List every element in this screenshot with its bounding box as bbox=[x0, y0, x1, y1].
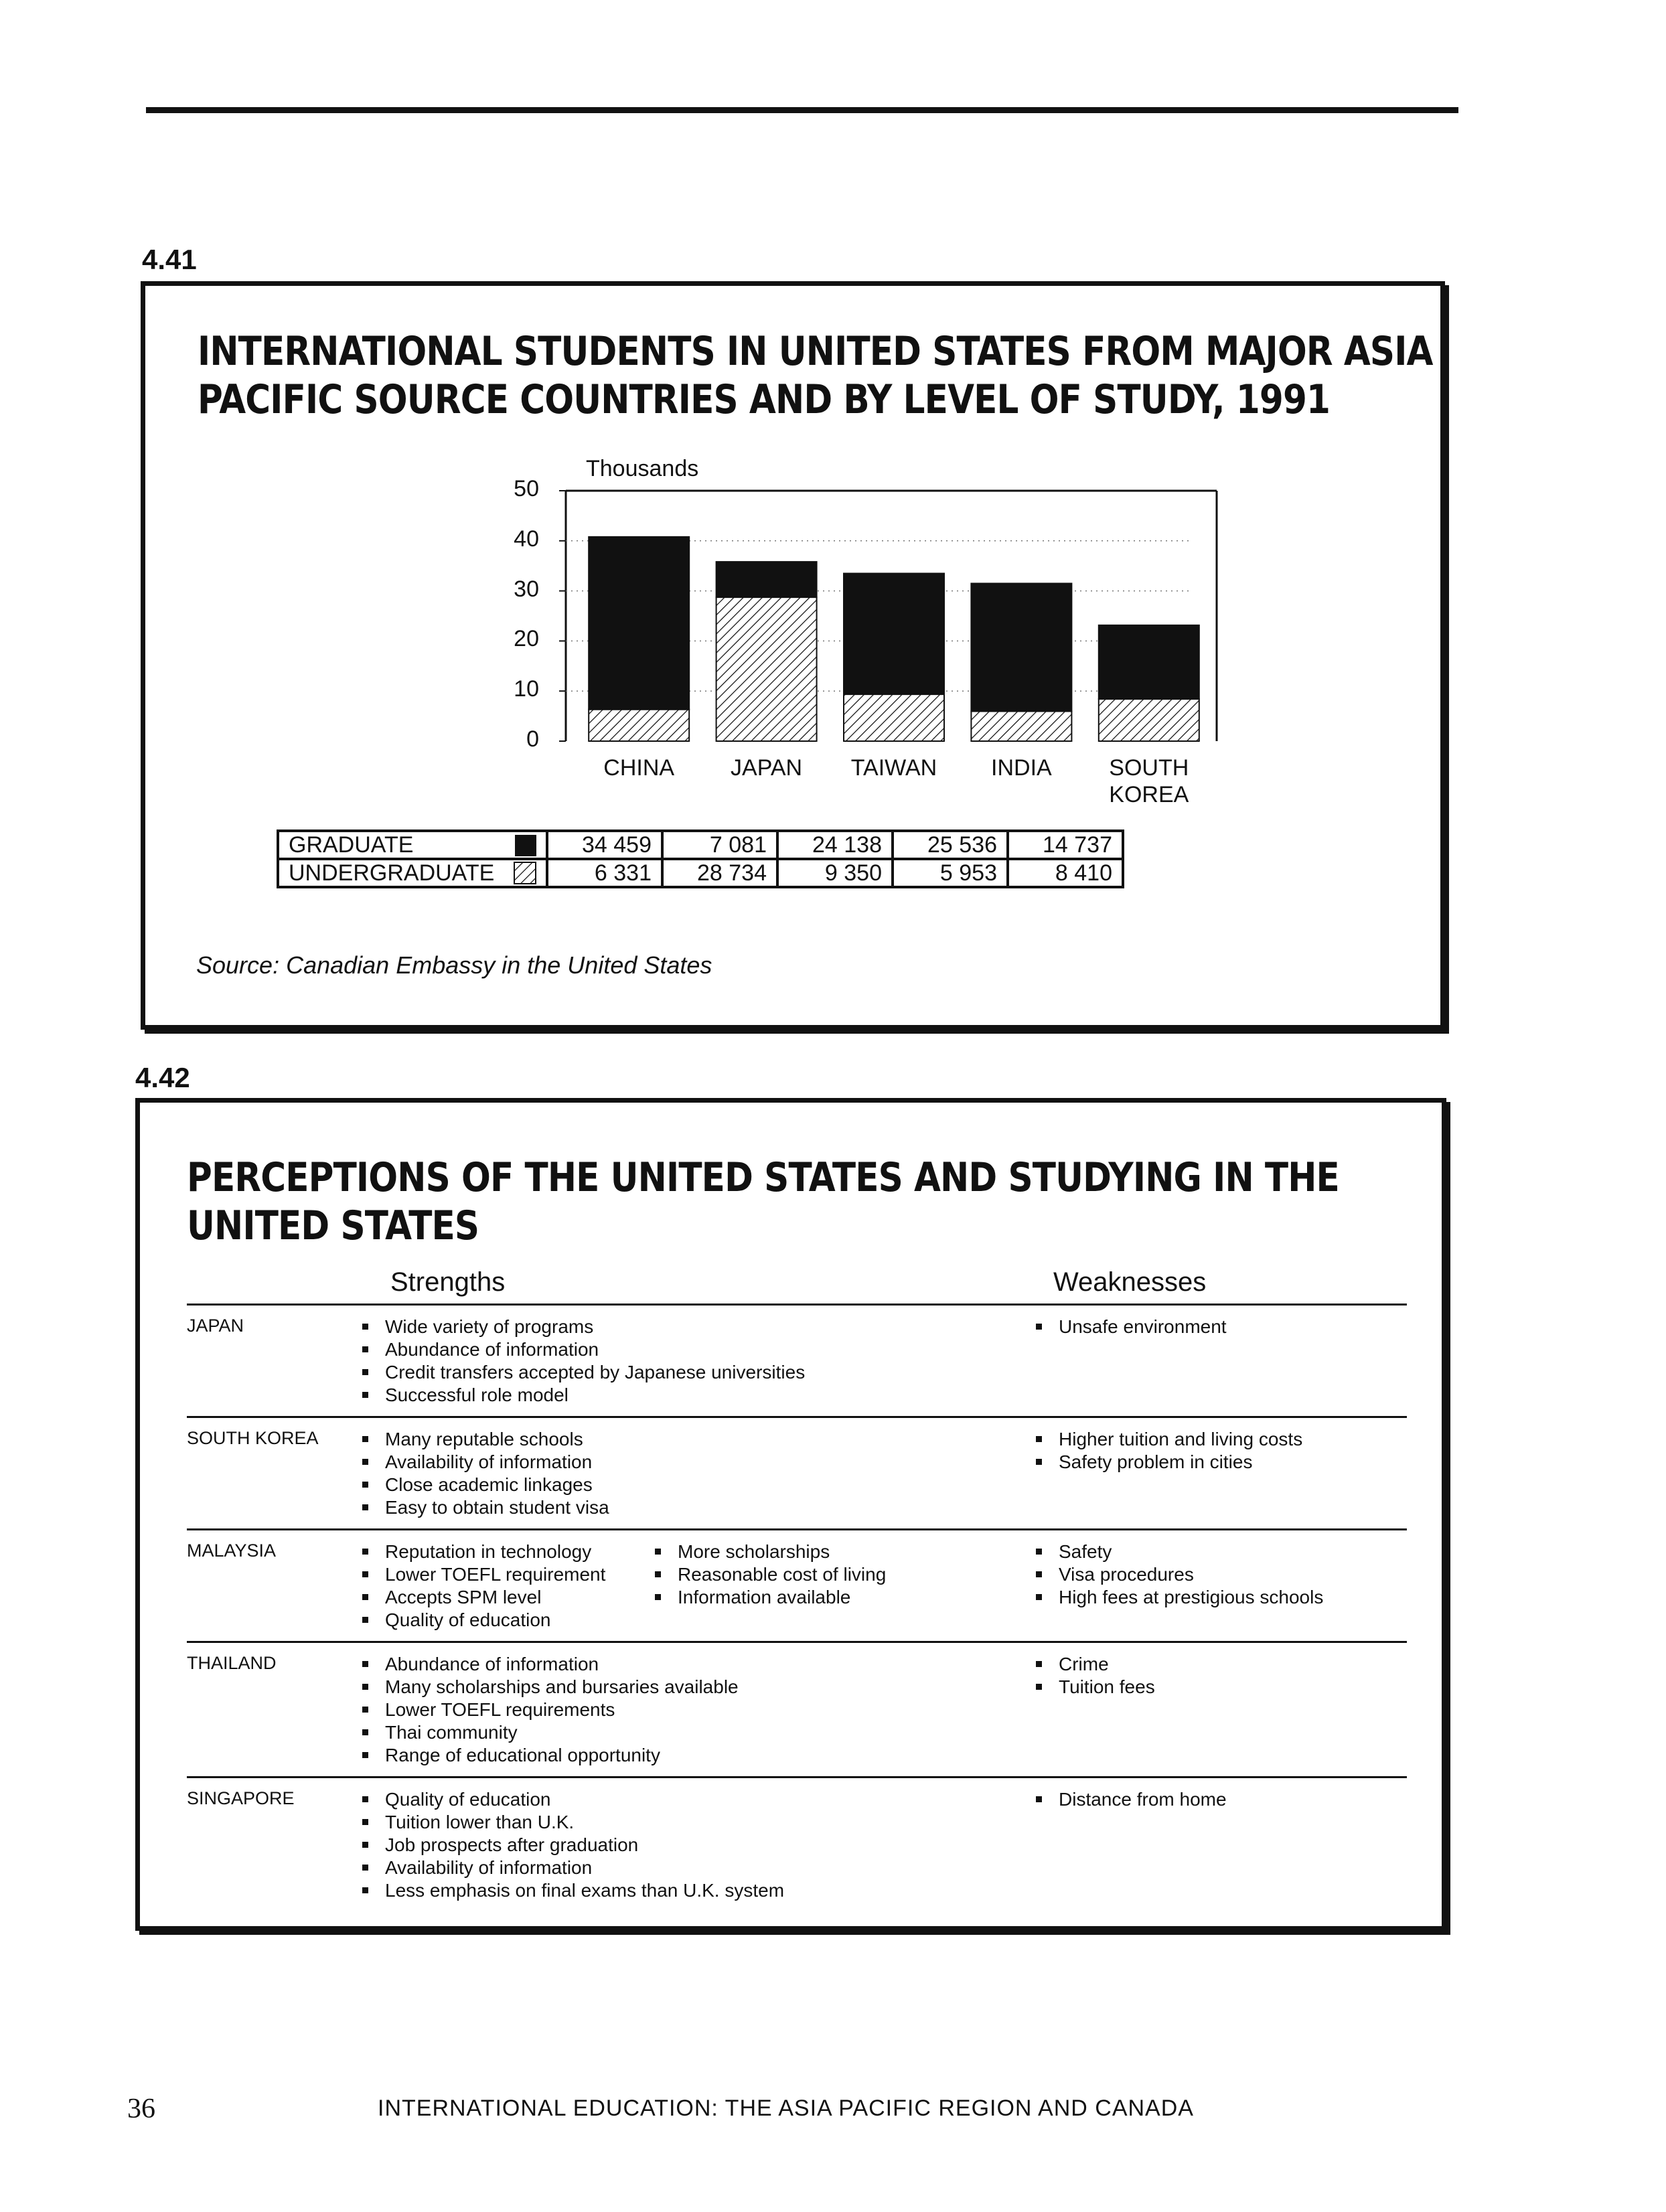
bar-graduate-taiwan bbox=[844, 574, 944, 695]
page-number: 36 bbox=[127, 2094, 155, 2124]
y-tick-label: 0 bbox=[526, 726, 539, 752]
y-tick-label: 50 bbox=[514, 476, 539, 501]
table-cell: 8 410 bbox=[1008, 859, 1123, 887]
row-divider bbox=[187, 1304, 1407, 1306]
country-label: SOUTH KOREA bbox=[187, 1428, 319, 1448]
legend-cell-undergraduate bbox=[278, 859, 547, 887]
country-label: THAILAND bbox=[187, 1653, 277, 1673]
list-item: Less emphasis on final exams than U.K. system bbox=[360, 1879, 784, 1902]
list-item: Visa procedures bbox=[1033, 1563, 1323, 1586]
list-item: High fees at prestigious schools bbox=[1033, 1586, 1323, 1609]
list-item: Credit transfers accepted by Japanese universities bbox=[360, 1361, 805, 1384]
table-cell: 6 331 bbox=[547, 859, 662, 887]
bar-undergraduate-taiwan bbox=[844, 694, 944, 741]
list-item: Safety problem in cities bbox=[1033, 1451, 1302, 1474]
y-axis-unit-label: Thousands bbox=[586, 456, 699, 481]
list-item: Higher tuition and living costs bbox=[1033, 1428, 1302, 1451]
bar-undergraduate-south-korea bbox=[1099, 699, 1199, 741]
list-item: Availability of information bbox=[360, 1856, 784, 1879]
row-divider bbox=[187, 1641, 1407, 1643]
list-item: Wide variety of programs bbox=[360, 1316, 805, 1338]
list-item: Accepts SPM level bbox=[360, 1586, 605, 1609]
list-item: Availability of information bbox=[360, 1451, 609, 1474]
bar-undergraduate-india bbox=[971, 711, 1071, 741]
list-item: Close academic linkages bbox=[360, 1474, 609, 1496]
source-note: Source: Canadian Embassy in the United States bbox=[196, 951, 712, 979]
x-tick-label: TAIWAN bbox=[850, 755, 937, 781]
list-item: Thai community bbox=[360, 1721, 739, 1744]
table-cell: 14 737 bbox=[1008, 831, 1123, 859]
list-item: Tuition fees bbox=[1033, 1676, 1155, 1698]
strengths-list bbox=[360, 1428, 609, 1519]
y-tick-label: 30 bbox=[514, 576, 539, 602]
list-item: Crime bbox=[1033, 1653, 1155, 1676]
table-cell: 34 459 bbox=[547, 831, 662, 859]
chart-data-table bbox=[277, 830, 1124, 888]
bar-undergraduate-japan bbox=[716, 597, 817, 741]
bar-graduate-japan bbox=[716, 562, 817, 597]
bar-graduate-china bbox=[589, 537, 689, 710]
list-item: Tuition lower than U.K. bbox=[360, 1811, 784, 1834]
legend-cell-graduate bbox=[278, 831, 547, 859]
list-item: Job prospects after graduation bbox=[360, 1834, 784, 1856]
list-item: Lower TOEFL requirements bbox=[360, 1698, 739, 1721]
figure-442-title-line2: UNITED STATES bbox=[187, 1202, 479, 1249]
list-item: Quality of education bbox=[360, 1609, 605, 1632]
figure-442-box bbox=[135, 1098, 1446, 1931]
x-tick-label: JAPAN bbox=[731, 755, 803, 781]
figure-442-title-line1: PERCEPTIONS OF THE UNITED STATES AND STUDYING IN THE bbox=[187, 1154, 1339, 1201]
list-item: Distance from home bbox=[1033, 1788, 1227, 1811]
list-item: Quality of education bbox=[360, 1788, 784, 1811]
list-item: Many scholarships and bursaries available bbox=[360, 1676, 739, 1698]
running-title: INTERNATIONAL EDUCATION: THE ASIA PACIFIC REGION AND CANADA bbox=[378, 2096, 1194, 2121]
figure-number-442: 4.42 bbox=[135, 1062, 190, 1093]
x-tick-label: INDIA bbox=[991, 755, 1052, 781]
country-label: MALAYSIA bbox=[187, 1540, 277, 1561]
figure-441-title-line2: PACIFIC SOURCE COUNTRIES AND BY LEVEL OF STUDY, 1991 bbox=[198, 376, 1331, 423]
list-item: Range of educational opportunity bbox=[360, 1744, 739, 1767]
strengths-list bbox=[360, 1788, 784, 1902]
list-item: Information available bbox=[652, 1586, 886, 1609]
x-tick-label: SOUTH KOREA bbox=[1109, 755, 1189, 807]
list-item: Reputation in technology bbox=[360, 1540, 605, 1563]
list-item: Abundance of information bbox=[360, 1338, 805, 1361]
list-item: Many reputable schools bbox=[360, 1428, 609, 1451]
list-item: Easy to obtain student visa bbox=[360, 1496, 609, 1519]
legend-label-undergraduate: UNDERGRADUATE bbox=[289, 860, 495, 886]
bar-graduate-india bbox=[971, 583, 1071, 711]
weaknesses-list bbox=[1033, 1788, 1227, 1811]
table-row-undergraduate bbox=[278, 859, 1123, 887]
weaknesses-list bbox=[1033, 1653, 1155, 1698]
y-tick-label: 40 bbox=[514, 526, 539, 552]
bar-chart bbox=[145, 286, 1440, 1025]
list-item: Lower TOEFL requirement bbox=[360, 1563, 605, 1586]
list-item: Reasonable cost of living bbox=[652, 1563, 886, 1586]
country-label: SINGAPORE bbox=[187, 1788, 295, 1808]
country-label: JAPAN bbox=[187, 1316, 244, 1336]
strengths-list-col2 bbox=[652, 1540, 886, 1609]
figure-441-box bbox=[141, 281, 1445, 1030]
weaknesses-list bbox=[1033, 1316, 1227, 1338]
legend-swatch-graduate bbox=[515, 835, 536, 856]
x-tick-label: CHINA bbox=[603, 755, 675, 781]
strengths-list bbox=[360, 1316, 805, 1407]
legend-label-graduate: GRADUATE bbox=[289, 832, 414, 858]
figure-441-title-line1: INTERNATIONAL STUDENTS IN UNITED STATES FROM MAJOR ASIA bbox=[198, 328, 1433, 375]
figure-number-441: 4.41 bbox=[142, 244, 197, 275]
list-item: Abundance of information bbox=[360, 1653, 739, 1676]
list-item: Successful role model bbox=[360, 1384, 805, 1407]
legend-swatch-undergraduate bbox=[514, 862, 536, 884]
weaknesses-list bbox=[1033, 1540, 1323, 1609]
weaknesses-header: Weaknesses bbox=[1053, 1267, 1207, 1297]
strengths-list bbox=[360, 1653, 739, 1767]
list-item: Unsafe environment bbox=[1033, 1316, 1227, 1338]
y-tick-label: 20 bbox=[514, 626, 539, 652]
table-cell: 28 734 bbox=[662, 859, 777, 887]
strengths-header: Strengths bbox=[390, 1267, 506, 1297]
table-cell: 7 081 bbox=[662, 831, 777, 859]
strengths-list bbox=[360, 1540, 605, 1632]
weaknesses-list bbox=[1033, 1428, 1302, 1474]
table-row-graduate bbox=[278, 831, 1123, 859]
list-item: Safety bbox=[1033, 1540, 1323, 1563]
row-divider bbox=[187, 1776, 1407, 1778]
y-tick-label: 10 bbox=[514, 676, 539, 702]
bar-graduate-south-korea bbox=[1099, 625, 1199, 699]
table-cell: 25 536 bbox=[893, 831, 1008, 859]
table-cell: 5 953 bbox=[893, 859, 1008, 887]
table-cell: 9 350 bbox=[777, 859, 893, 887]
top-rule bbox=[146, 107, 1458, 113]
row-divider bbox=[187, 1528, 1407, 1530]
list-item: More scholarships bbox=[652, 1540, 886, 1563]
row-divider bbox=[187, 1416, 1407, 1418]
table-cell: 24 138 bbox=[777, 831, 893, 859]
bar-undergraduate-china bbox=[589, 710, 689, 741]
